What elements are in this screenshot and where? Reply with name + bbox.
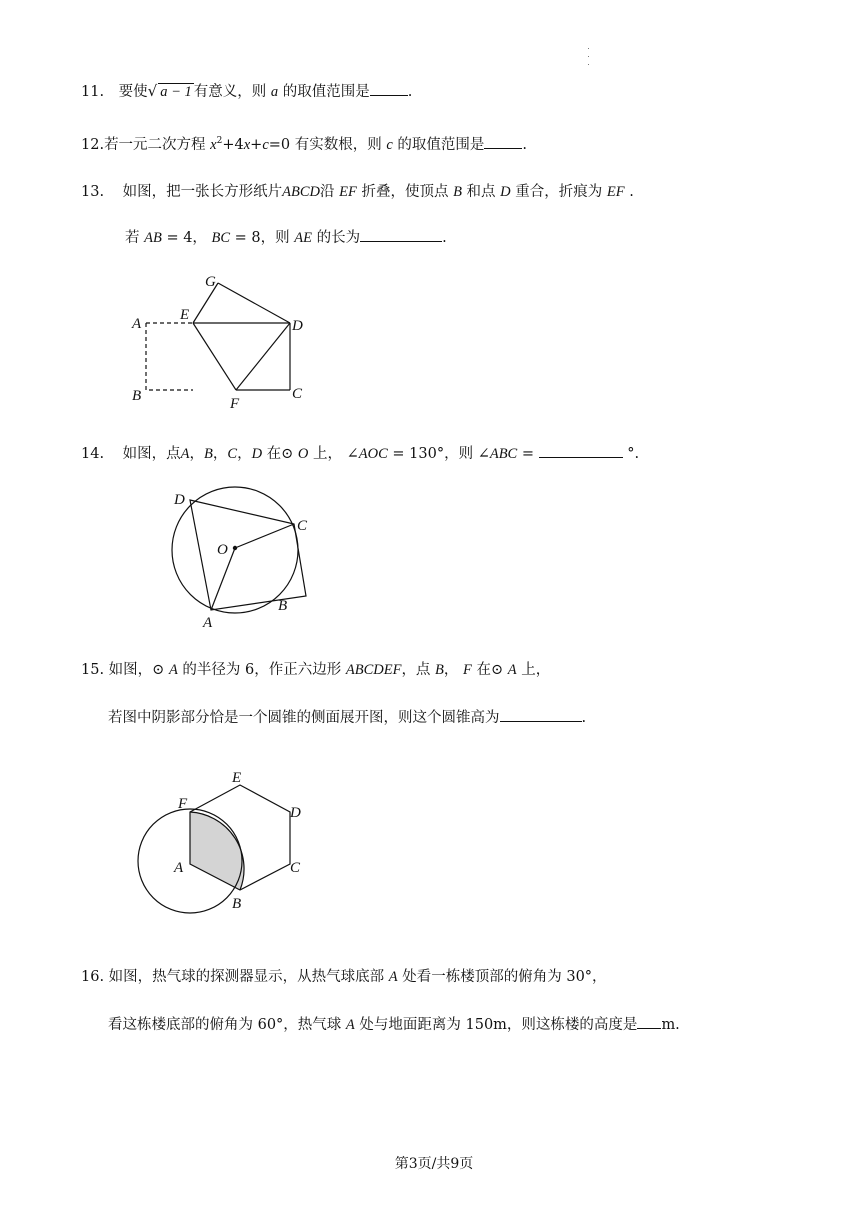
label-F: F xyxy=(230,396,240,412)
label-B: B xyxy=(232,896,242,912)
label-A: A xyxy=(203,615,213,631)
question-number: 15. xyxy=(81,662,105,678)
question-number: 16. xyxy=(81,969,105,985)
question-13-line-1: 13. 如图，把一张长方形纸片ABCD沿 EF 折叠，使顶点 B 和点 D 重合，折痕为 EF . xyxy=(81,184,634,200)
answer-blank[interactable] xyxy=(637,1027,661,1029)
dashed-original-edges xyxy=(146,323,193,390)
question-11: 11. 要使√ a − 1 有意义，则 a 的取值范围是 . xyxy=(81,82,413,100)
question-13-line-2: 若 AB = 4， BC = 8，则 AE 的长为 . xyxy=(125,230,447,246)
question-number: 14. xyxy=(81,446,105,462)
label-C: C xyxy=(290,860,301,876)
label-C: C xyxy=(292,386,303,402)
sqrt-sign: √ xyxy=(147,82,158,100)
hexagon-circle-diagram xyxy=(128,764,318,924)
center-point-O xyxy=(233,546,237,550)
question-12: 12.若一元二次方程 $x^2+4x+c=0$ 有实数根，则 c 的取值范围是 . xyxy=(81,136,527,153)
label-D: D xyxy=(292,318,303,334)
answer-blank[interactable] xyxy=(500,720,582,722)
answer-blank[interactable] xyxy=(360,240,442,242)
label-E: E xyxy=(232,770,242,786)
scan-marks xyxy=(588,48,590,70)
circle-quadrilateral-diagram xyxy=(160,482,320,632)
label-G: G xyxy=(205,274,216,290)
label-A: A xyxy=(132,316,142,332)
question-16-line-2: 看这栋楼底部的俯角为 60°，热气球 A 处与地面距离为 150m，则这栋楼的高度是 m. xyxy=(108,1017,680,1033)
label-D: D xyxy=(290,805,301,821)
label-F: F xyxy=(178,796,188,812)
question-14: 14. 如图，点A，B，C，D 在⊙ O 上， ∠AOC = 130°，则 ∠ABC = °. xyxy=(81,446,640,462)
question-15-line-1: 15. 如图，⊙ A 的半径为 6，作正六边形 ABCDEF，点 B， F 在⊙ A 上， xyxy=(81,662,551,678)
question-number: 11. xyxy=(81,84,105,100)
segment-GD xyxy=(218,283,290,323)
label-C: C xyxy=(297,518,308,534)
segment-OC xyxy=(235,524,294,548)
label-A: A xyxy=(174,860,184,876)
question-15-line-2: 若图中阴影部分恰是一个圆锥的侧面展开图，则这个圆锥高为 . xyxy=(108,710,587,726)
answer-blank[interactable] xyxy=(539,456,623,458)
radicand: a − 1 xyxy=(160,84,192,100)
segment-EF xyxy=(193,323,236,390)
answer-blank[interactable] xyxy=(370,94,408,96)
fold-rectangle-diagram xyxy=(120,268,320,413)
answer-blank[interactable] xyxy=(484,147,522,149)
question-number: 12. xyxy=(81,137,105,153)
label-B: B xyxy=(278,598,288,614)
question-number: 13. xyxy=(81,184,105,200)
label-D: D xyxy=(174,492,185,508)
question-16-line-1: 16. 如图，热气球的探测器显示，从热气球底部 A 处看一栋楼顶部的俯角为 30°， xyxy=(81,969,607,985)
page-footer: 第3页/共9页 xyxy=(394,1156,474,1172)
label-O: O xyxy=(217,542,228,558)
label-B: B xyxy=(132,388,142,404)
label-E: E xyxy=(180,307,190,323)
segment-FD xyxy=(236,323,290,390)
